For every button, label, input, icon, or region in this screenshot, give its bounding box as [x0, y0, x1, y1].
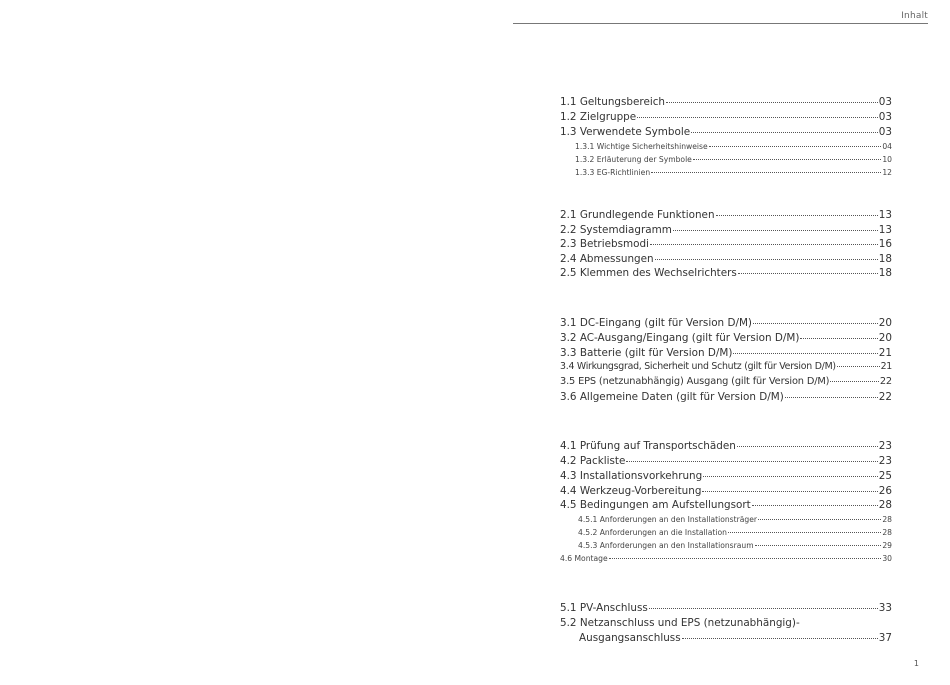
toc-entry-title: 4.2 Packliste	[560, 455, 626, 467]
toc-entry-title: 4.3 Installationsvorkehrung	[560, 470, 703, 482]
toc-entry-title: 3.4 Wirkungsgrad, Sicherheit und Schutz (gilt für Version D/M)	[560, 361, 836, 372]
toc-leader	[650, 244, 878, 245]
toc-entry-page: 37	[878, 632, 892, 644]
toc-leader	[800, 338, 877, 339]
toc-entry-page: 33	[878, 602, 892, 614]
toc-entry-page: 13	[878, 209, 892, 221]
toc-entry[interactable]	[560, 602, 892, 614]
toc-leader	[733, 353, 877, 354]
toc-entry[interactable]	[560, 209, 892, 221]
toc-entry-page: 20	[878, 317, 892, 329]
toc-entry-page: 03	[878, 96, 892, 108]
toc-leader	[738, 273, 878, 274]
toc-entry-page: 12	[882, 168, 892, 177]
toc-entry-page: 03	[878, 126, 892, 138]
page-number: 1	[913, 659, 919, 668]
toc-entry-title: 4.1 Prüfung auf Transportschäden	[560, 440, 736, 452]
toc-entry[interactable]	[560, 617, 892, 629]
toc-entry-title: 3.6 Allgemeine Daten (gilt für Version D/M)	[560, 391, 784, 403]
toc-entry-page: 28	[882, 515, 892, 524]
toc-entry-title: 4.4 Werkzeug-Vorbereitung	[560, 485, 702, 497]
toc-entry-page: 21	[878, 347, 892, 359]
toc-leader	[682, 638, 878, 639]
toc-entry-page: 26	[878, 485, 892, 497]
toc-entry[interactable]	[560, 253, 892, 265]
toc-entry-title: 3.3 Batterie (gilt für Version D/M)	[560, 347, 733, 359]
toc-entry[interactable]	[560, 376, 892, 387]
toc-entry-page: 30	[882, 554, 892, 563]
toc-subentry[interactable]	[560, 554, 892, 563]
toc-entry[interactable]	[560, 347, 892, 359]
toc-entry[interactable]	[560, 267, 892, 279]
toc-entry-title: Ausgangsanschluss	[579, 632, 681, 644]
toc-leader	[785, 397, 878, 398]
toc-leader	[728, 532, 881, 533]
toc-entry-title: 4.5.1 Anforderungen an den Installationsträger	[578, 515, 757, 524]
toc-entry-title: 3.5 EPS (netzunabhängig) Ausgang (gilt für Version D/M)	[560, 376, 830, 387]
toc-entry-title: 2.2 Systemdiagramm	[560, 224, 672, 236]
toc-entry[interactable]	[560, 470, 892, 482]
toc-entry-title: 5.2 Netzanschluss und EPS (netzunabhängig)-	[560, 617, 800, 629]
toc-leader	[758, 519, 881, 520]
toc-entry[interactable]	[560, 499, 892, 511]
toc-entry-title: 2.3 Betriebsmodi	[560, 238, 649, 250]
toc-entry-title: 1.1 Geltungsbereich	[560, 96, 666, 108]
toc-entry-title: 4.6 Montage	[560, 554, 608, 563]
toc-leader	[752, 505, 878, 506]
toc-subentry[interactable]	[578, 528, 892, 537]
toc-leader	[637, 117, 878, 118]
toc-subentry[interactable]	[578, 515, 892, 524]
toc-entry-page: 22	[879, 376, 892, 387]
toc-leader	[737, 446, 878, 447]
toc-leader	[693, 159, 881, 160]
toc-entry[interactable]	[560, 332, 892, 344]
toc-entry-page: 23	[878, 455, 892, 467]
toc-entry[interactable]	[560, 391, 892, 403]
toc-entry-page: 23	[878, 440, 892, 452]
toc-entry[interactable]	[560, 361, 892, 372]
toc-entry-page: 16	[878, 238, 892, 250]
toc-entry-page: 04	[882, 142, 892, 151]
toc-entry[interactable]	[560, 96, 892, 108]
toc-entry-page: 29	[882, 541, 892, 550]
toc-entry-continuation[interactable]	[579, 632, 892, 644]
toc-entry[interactable]	[560, 317, 892, 329]
toc-entry-page: 25	[878, 470, 892, 482]
toc-entry-title: 2.4 Abmessungen	[560, 253, 654, 265]
header-label: Inhalt	[901, 11, 928, 21]
toc-entry-title: 3.1 DC-Eingang (gilt für Version D/M)	[560, 317, 752, 329]
toc-entry-title: 4.5 Bedingungen am Aufstellungsort	[560, 499, 751, 511]
toc-entry-title: 1.3 Verwendete Symbole	[560, 126, 691, 138]
toc-leader	[709, 146, 882, 147]
toc-entry-title: 2.5 Klemmen des Wechselrichters	[560, 267, 737, 279]
toc-leader	[837, 366, 880, 367]
toc-entry-page: 13	[878, 224, 892, 236]
toc-leader	[649, 608, 878, 609]
toc-entry[interactable]	[560, 485, 892, 497]
toc-entry-title: 3.2 AC-Ausgang/Eingang (gilt für Version D/M)	[560, 332, 800, 344]
toc-entry-page: 21	[880, 361, 892, 372]
toc-entry-page: 03	[878, 111, 892, 123]
toc-entry-title: 1.3.1 Wichtige Sicherheitshinweise	[575, 142, 708, 151]
toc-entry[interactable]	[560, 440, 892, 452]
toc-entry[interactable]	[560, 455, 892, 467]
toc-entry[interactable]	[560, 238, 892, 250]
toc-entry-page: 18	[878, 267, 892, 279]
toc-subentry[interactable]	[575, 155, 892, 164]
toc-entry[interactable]	[560, 126, 892, 138]
toc-entry[interactable]	[560, 224, 892, 236]
toc-entry[interactable]	[560, 111, 892, 123]
toc-entry-title: 1.2 Zielgruppe	[560, 111, 637, 123]
toc-entry-page: 28	[878, 499, 892, 511]
toc-entry-title: 4.5.2 Anforderungen an die Installation	[578, 528, 727, 537]
toc-entry-page: 10	[882, 155, 892, 164]
toc-leader	[655, 259, 878, 260]
toc-leader	[673, 230, 878, 231]
toc-leader	[609, 558, 882, 559]
toc-entry-page: 22	[878, 391, 892, 403]
toc-subentry[interactable]	[575, 168, 892, 177]
toc-entry-title: 1.3.3 EG-Richtlinien	[575, 168, 651, 177]
toc-entry-page: 18	[878, 253, 892, 265]
toc-leader	[703, 476, 878, 477]
toc-entry-title: 1.3.2 Erläuterung der Symbole	[575, 155, 692, 164]
toc-entry-title: 5.1 PV-Anschluss	[560, 602, 648, 614]
toc-subentry[interactable]	[575, 142, 892, 151]
toc-entry-title: 4.5.3 Anforderungen an den Installationsraum	[578, 541, 754, 550]
toc-leader	[666, 102, 878, 103]
header-rule	[513, 23, 928, 24]
toc-leader	[753, 323, 878, 324]
toc-leader	[691, 132, 878, 133]
toc-leader	[651, 172, 881, 173]
toc-entry-title: 2.1 Grundlegende Funktionen	[560, 209, 715, 221]
toc-leader	[702, 491, 877, 492]
toc-leader	[716, 215, 878, 216]
toc-entry-page: 20	[878, 332, 892, 344]
toc-subentry[interactable]	[578, 541, 892, 550]
toc-leader	[755, 545, 882, 546]
toc-entry-page: 28	[882, 528, 892, 537]
toc-leader	[830, 381, 878, 382]
toc-leader	[626, 461, 877, 462]
